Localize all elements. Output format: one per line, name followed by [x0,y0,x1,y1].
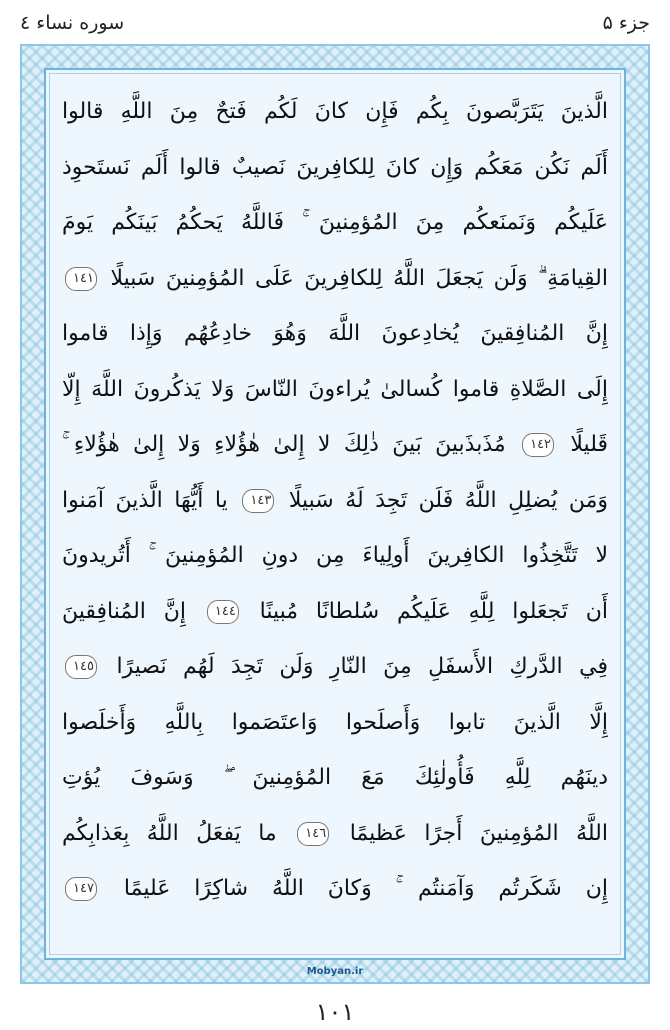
ayah-number-marker: ١٤٢ [522,433,554,457]
ayah-number-marker: ١٤١ [65,267,97,291]
page-number: ١٠١ [315,998,355,1026]
surah-label: سوره نساء ٤ [20,12,125,34]
juz-label: جزء ۵ [602,12,650,34]
verse-line: عَلَيكُم وَنَمنَعكُم مِنَ المُؤمِنينَ ۚ فَاللَّهُ يَحكُمُ بَينَكُم يَومَ [62,210,608,235]
verse-line: فِي الدَّركِ الأَسفَلِ مِنَ النّارِ وَلَن تَجِدَ لَهُم نَصيرًا ١٤٥ [62,639,608,695]
verse-line: إِن شَكَرتُم وَآمَنتُم ۚ وَكانَ اللَّهُ شاكِرًا عَليمًا ١٤٧ [62,861,608,917]
verse-line: أَلَم نَكُن مَعَكُم وَإِن كانَ لِلكافِرينَ نَصيبٌ قالوا أَلَم نَستَحوِذ [62,154,608,180]
verse-line: دينَهُم لِلَّهِ فَأُولٰئِكَ مَعَ المُؤمِنينَ ۖ وَسَوفَ يُؤتِ [62,765,608,790]
verse-line: لا تَتَّخِذُوا الكافِرينَ أَولِياءَ مِن دونِ المُؤمِنينَ ۚ أَتُريدونَ [62,543,608,568]
verse-block [62,84,608,944]
decorative-frame [20,44,650,984]
ayah-number-marker: ١٤٥ [65,655,97,679]
ayah-number-marker: ١٤٣ [242,489,274,513]
verse-line: اللَّهُ المُؤمِنينَ أَجرًا عَظيمًا ١٤٦ ما يَفعَلُ اللَّهُ بِعَذابِكُم [62,820,608,846]
quran-text-panel [44,68,626,960]
ayah-number-marker: ١٤٦ [297,822,329,846]
verse-line: إِلَّا الَّذينَ تابوا وَأَصلَحوا وَاعتَصَموا بِاللَّهِ وَأَخلَصوا [62,709,608,735]
verse-line: القِيامَةِ ۗ وَلَن يَجعَلَ اللَّهُ لِلكافِرينَ عَلَى المُؤمِنينَ سَبيلًا ١٤١ [62,251,608,307]
verse-line: وَمَن يُضلِلِ اللَّهُ فَلَن تَجِدَ لَهُ سَبيلًا ١٤٣ يا أَيُّهَا الَّذينَ آمَنوا [62,487,608,513]
verse-line: قَليلًا ١٤٢ مُذَبذَبينَ بَينَ ذٰلِكَ لا إِلىٰ هٰؤُلاءِ وَلا إِلىٰ هٰؤُلاءِ ۚ [62,432,608,457]
site-watermark: Mobyan.ir [306,966,364,977]
page-header [20,8,650,38]
verse-line: إِلَى الصَّلاةِ قاموا كُسالىٰ يُراءونَ النّاسَ وَلا يَذكُرونَ اللَّهَ إِلّا [62,376,608,402]
verse-line: الَّذينَ يَتَرَبَّصونَ بِكُم فَإِن كانَ لَكُم فَتحٌ مِنَ اللَّهِ قالوا [62,99,608,124]
ayah-number-marker: ١٤٤ [207,600,239,624]
verse-line: إِنَّ المُنافِقينَ يُخادِعونَ اللَّهَ وَهُوَ خادِعُهُم وَإِذا قاموا [62,321,608,346]
verse-line: أَن تَجعَلوا لِلَّهِ عَلَيكُم سُلطانًا مُبينًا ١٤٤ إِنَّ المُنافِقينَ [62,598,608,624]
ayah-number-marker: ١٤٧ [65,877,97,901]
